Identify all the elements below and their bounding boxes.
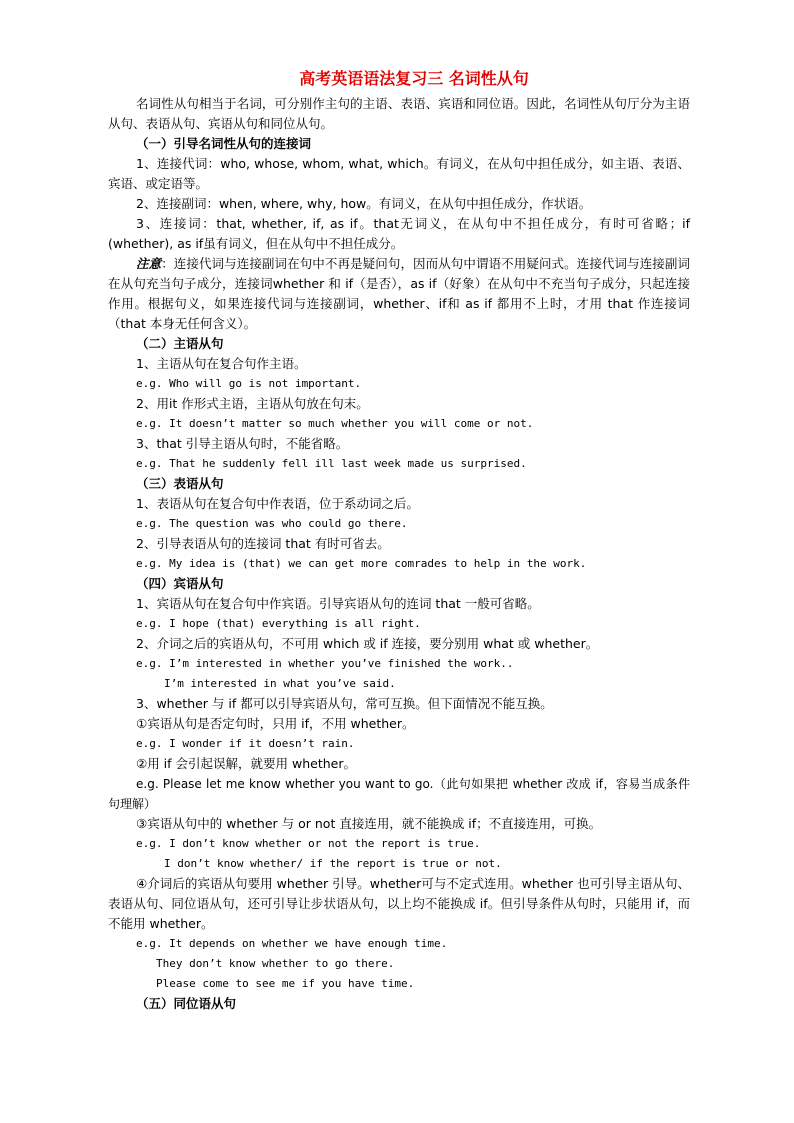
object-rule-3: 3、whether 与 if 都可以引导宾语从句，常可互换。但下面情况不能互换。 bbox=[136, 696, 553, 711]
predicative-rule-1: 1、表语从句在复合句中作表语，位于系动词之后。 bbox=[136, 496, 419, 511]
subject-rule-1: 1、主语从句在复合句作主语。 bbox=[136, 356, 307, 371]
object-example-1: e.g. I hope (that) everything is all right. bbox=[136, 617, 421, 630]
connective-words-text: 3、连接词：that, whether, if, as if。that无词义，在从句中不担任成分，有时可省略；if (whether), as if虽有词义，但在从句中不担任成分。 bbox=[108, 216, 690, 251]
object-example-2a: e.g. I’m interested in whether you’ve finished the work.. bbox=[136, 657, 514, 670]
document-page bbox=[108, 66, 690, 1014]
section-heading-predicative-clause: （三）表语从句 bbox=[136, 476, 224, 491]
subject-example-1: e.g. Who will go is not important. bbox=[136, 377, 362, 390]
subject-example-2: e.g. It doesn’t matter so much whether you will come or not. bbox=[136, 417, 534, 430]
document-title: 高考英语语法复习三 名词性从句 bbox=[299, 69, 529, 88]
predicative-example-2: e.g. My idea is (that) we can get more comrades to help in the work. bbox=[136, 557, 587, 570]
case-4-example-1: e.g. It depends on whether we have enough time. bbox=[136, 937, 448, 950]
connective-adverbs-text: 2、连接副词：when, where, why, how。有词义，在从句中担任成分，作状语。 bbox=[136, 196, 592, 211]
case-3-example-1: e.g. I don’t know whether or not the report is true. bbox=[136, 837, 481, 850]
predicative-example-1: e.g. The question was who could go there. bbox=[136, 517, 408, 530]
object-example-2b: I’m interested in what you’ve said. bbox=[164, 677, 396, 690]
case-2-text: ②用 if 会引起误解，就要用 whether。 bbox=[136, 756, 356, 771]
predicative-rule-2: 2、引导表语从句的连接词 that 有时可省去。 bbox=[136, 536, 390, 551]
note-paragraph bbox=[108, 254, 690, 334]
case-2-example: e.g. Please let me know whether you want to go.（此句如果把 whether 改成 if，容易当成条件句理解） bbox=[108, 777, 690, 811]
object-rule-2: 2、介词之后的宾语从句，不可用 which 或 if 连接，要分别用 what 或 whether。 bbox=[136, 636, 599, 651]
case-3-example-2: I don’t know whether/ if the report is true or not. bbox=[164, 857, 502, 870]
section-heading-object-clause: （四）宾语从句 bbox=[136, 576, 224, 591]
intro-paragraph: 名词性从句相当于名词，可分别作主句的主语、表语、宾语和同位语。因此，名词性从句厅分为主语从句、表语从句、宾语从句和同位从句。 bbox=[108, 96, 690, 131]
section-heading-connectives: （一）引导名词性从句的连接词 bbox=[136, 136, 312, 151]
object-rule-1: 1、宾语从句在复合句中作宾语。引导宾语从句的连词 that 一般可省略。 bbox=[136, 596, 540, 611]
section-heading-subject-clause: （二）主语从句 bbox=[136, 336, 224, 351]
section-heading-appositive-clause: （五）同位语从句 bbox=[136, 996, 237, 1011]
case-4-text: ④介词后的宾语从句要用 whether 引导。whether可与不定式连用。whether 也可引导主语从句、表语从句、同位语从句，还可引导让步状语从句，以上均不能换成 if。但引导条件从句时，只能用 if，而不能用 whether。 bbox=[108, 876, 690, 931]
subject-rule-3: 3、that 引导主语从句时，不能省略。 bbox=[136, 436, 349, 451]
subject-example-3: e.g. That he suddenly fell ill last week made us surprised. bbox=[136, 457, 527, 470]
case-3-text: ③宾语从句中的 whether 与 or not 直接连用，就不能换成 if；不直接连用，可换。 bbox=[136, 816, 602, 831]
case-1-text: ①宾语从句是否定句时，只用 if，不用 whether。 bbox=[136, 716, 415, 731]
case-4-example-3: Please come to see me if you have time. bbox=[156, 977, 415, 990]
case-1-example: e.g. I wonder if it doesn’t rain. bbox=[136, 737, 355, 750]
subject-rule-2: 2、用it 作形式主语，主语从句放在句末。 bbox=[136, 396, 369, 411]
connective-pronouns-text: 1、连接代词：who, whose, whom, what, which。有词义，在从句中担任成分，如主语、表语、宾语、或定语等。 bbox=[108, 156, 690, 191]
note-label: 注意 bbox=[136, 256, 162, 271]
case-4-example-2: They don’t know whether to go there. bbox=[156, 957, 395, 970]
note-text: ：连接代词与连接副词在句中不再是疑问句，因而从句中谓语不用疑问式。连接代词与连接副词在从句充当句子成分，连接词whether 和 if（是否），as if（好象）在从句中不充当句子成分，只起连接作用。根据句义，如果连接代词与连接副词，whether、if和 as if 都用不上时，才用 that 作连接词（that 本身无任何含义）。 bbox=[108, 256, 690, 331]
